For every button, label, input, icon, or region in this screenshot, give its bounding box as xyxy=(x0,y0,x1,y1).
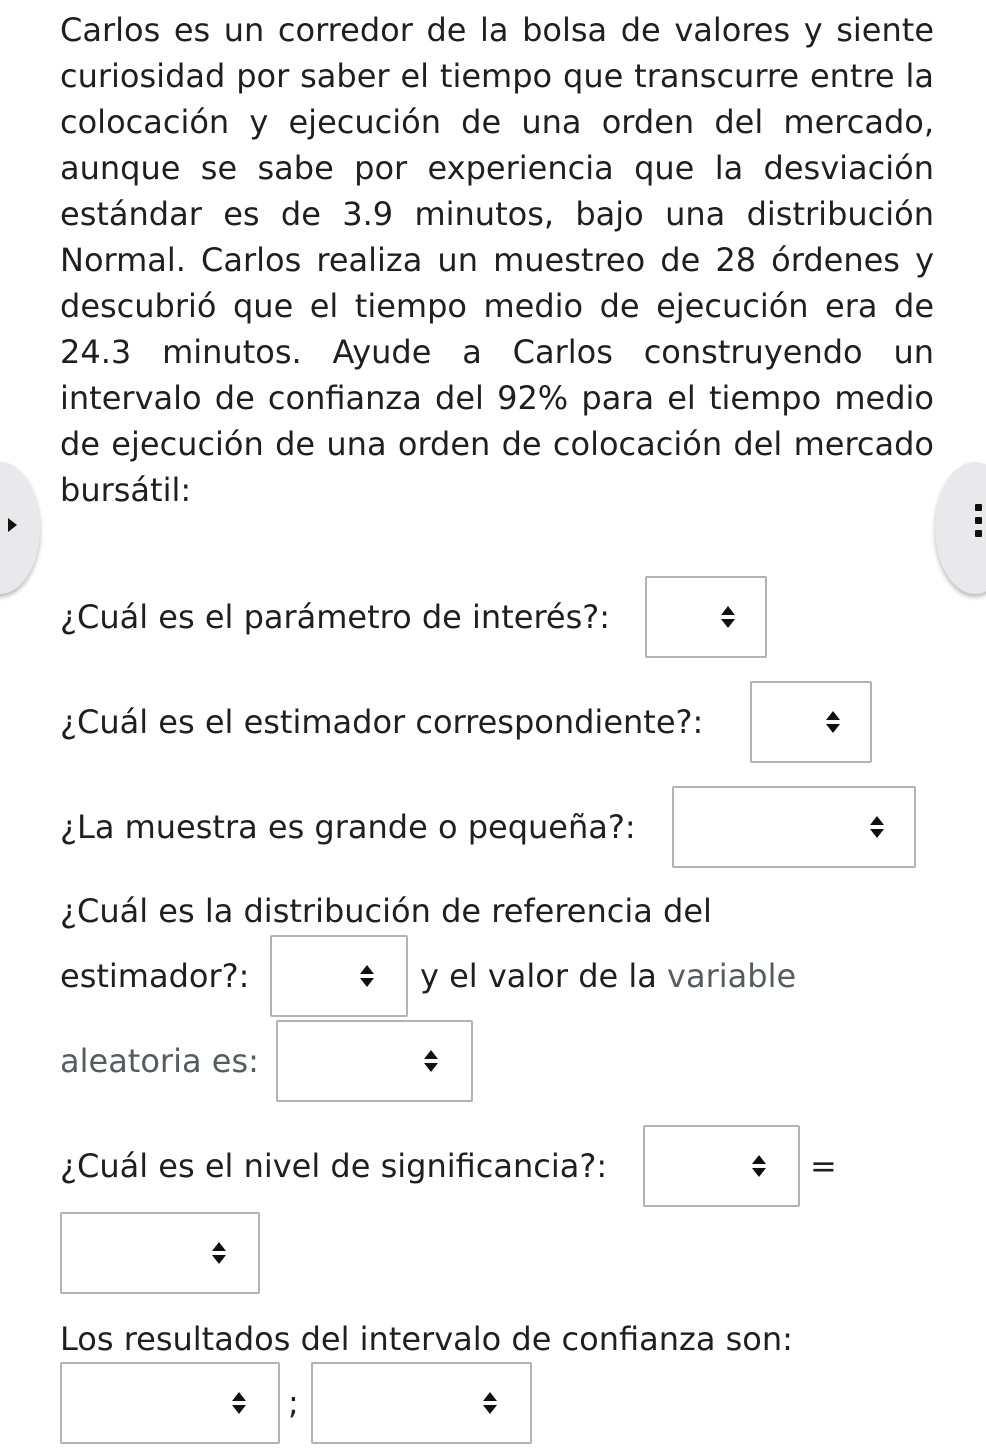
random-variable-text: y el valor de la xyxy=(420,957,657,995)
up-down-arrow-icon xyxy=(870,816,884,838)
up-down-arrow-icon xyxy=(826,711,840,733)
chevron-right-icon xyxy=(8,518,17,532)
sample-size-select[interactable] xyxy=(672,786,916,868)
menu-nav-button[interactable] xyxy=(935,462,986,594)
significance-value-select[interactable] xyxy=(60,1212,260,1294)
estimator-select[interactable] xyxy=(750,681,872,763)
question-interval: Los resultados del intervalo de confianza son: xyxy=(60,1320,793,1358)
equals-sign: = xyxy=(810,1147,837,1185)
distribution-select[interactable] xyxy=(270,935,408,1017)
parameter-select[interactable] xyxy=(645,576,767,658)
previous-nav-button[interactable] xyxy=(0,462,40,594)
question-distribution-cont: estimador?: xyxy=(60,957,250,995)
random-variable-text-highlight: variable xyxy=(667,957,797,995)
random-variable-select[interactable] xyxy=(276,1020,473,1102)
up-down-arrow-icon xyxy=(232,1392,246,1414)
question-parameter: ¿Cuál es el parámetro de interés?: xyxy=(60,598,611,636)
question-distribution: ¿Cuál es la distribución de referencia del xyxy=(60,892,712,930)
significance-symbol-select[interactable] xyxy=(643,1125,800,1207)
question-estimator: ¿Cuál es el estimador correspondiente?: xyxy=(60,703,704,741)
up-down-arrow-icon xyxy=(721,606,735,628)
up-down-arrow-icon xyxy=(360,965,374,987)
interval-separator: ; xyxy=(288,1384,299,1422)
problem-statement: Carlos es un corredor de la bolsa de valores y siente curiosidad por saber el tiempo que transcurre entre la colocación y ejecución de una orden del mercado, aunque se sabe por experiencia que la desviación estándar es de 3.9 minutos, bajo una distribución Normal. Carlos realiza un muestreo de 28 órdenes y descubrió que el tiempo medio de ejecución era de 24.3 minutos. Ayude a Carlos construyendo un intervalo de confianza del 92% para el tiempo medio de ejecución de una orden de colocación del mercado bursátil: xyxy=(60,11,934,509)
question-random-variable xyxy=(420,953,796,999)
question-random-variable-cont: aleatoria es: xyxy=(60,1042,259,1080)
interval-upper-select[interactable] xyxy=(311,1362,532,1444)
up-down-arrow-icon xyxy=(752,1155,766,1177)
vertical-dots-icon xyxy=(975,504,982,543)
interval-lower-select[interactable] xyxy=(60,1362,280,1444)
up-down-arrow-icon xyxy=(483,1392,497,1414)
up-down-arrow-icon xyxy=(424,1050,438,1072)
question-sample-size: ¿La muestra es grande o pequeña?: xyxy=(60,808,636,846)
question-significance: ¿Cuál es el nivel de significancia?: xyxy=(60,1147,608,1185)
up-down-arrow-icon xyxy=(212,1242,226,1264)
